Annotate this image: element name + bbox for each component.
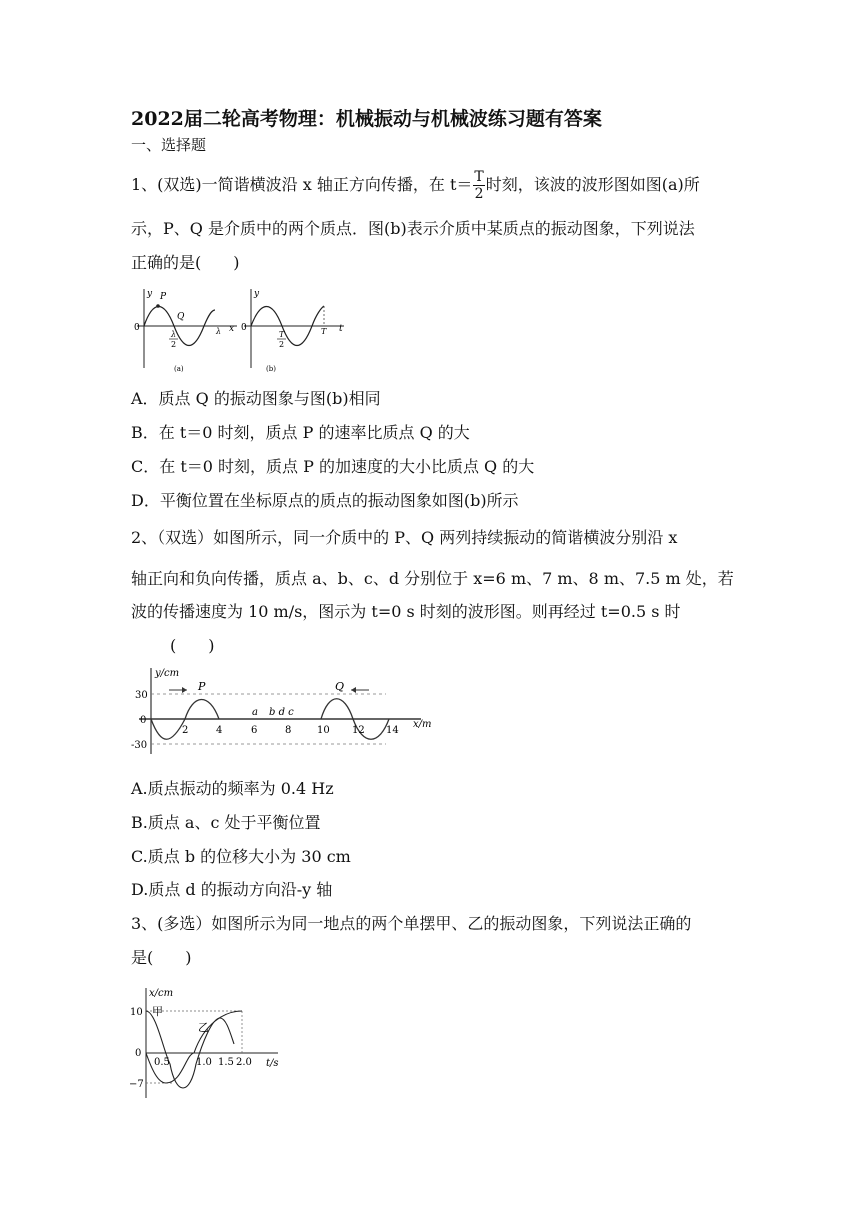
q3-jia-label: 甲	[152, 1005, 163, 1018]
q2-line-1: 2、（双选）如图所示，同一介质中的 P、Q 两列持续振动的简谐横波分别沿 x	[131, 528, 678, 547]
q1-line-3: 正确的是( )	[131, 253, 240, 272]
q3-x-ticks	[154, 1057, 252, 1068]
fig-b-y-label: y	[254, 289, 260, 299]
q2-option-b: B.质点 a、c 处于平衡位置	[131, 813, 321, 832]
q1-figure-b	[236, 286, 348, 376]
q2-x-ticks	[182, 725, 399, 736]
fig-b-t-label: t	[339, 324, 343, 334]
fig-a-half-num: λ	[171, 330, 177, 339]
q3-tick-1-0: 1.0	[196, 1057, 212, 1068]
q3-y-zero: 0	[135, 1048, 142, 1059]
q2-p-arrowhead	[182, 687, 187, 693]
fig-b-origin-label: 0	[241, 323, 247, 333]
q3-tick-1-5: 1.5	[218, 1057, 234, 1068]
q1-option-a: A．质点 Q 的振动图象与图(b)相同	[131, 389, 381, 408]
q2-y-top: 30	[135, 690, 148, 701]
q2-line-2: 轴正向和负向传播，质点 a、b、c、d 分别位于 x=6 m、7 m、8 m、7.5 m 处，若	[131, 569, 734, 588]
q1-figure-a	[131, 286, 241, 376]
fig-a-lambda-label: λ	[216, 327, 222, 336]
q2-tick-10: 10	[317, 725, 330, 736]
q2-option-d: D.质点 d 的振动方向沿-y 轴	[131, 880, 333, 899]
fig-a-point-p	[156, 304, 160, 308]
q2-y-zero: 0	[140, 715, 147, 726]
q2-tick-14: 14	[386, 725, 399, 736]
q3-x-label: t/s	[266, 1058, 279, 1069]
q3-tick-0-5: 0.5	[154, 1057, 170, 1068]
q2-tick-4: 4	[216, 725, 223, 736]
fig-b-half-num: T	[279, 330, 285, 339]
fig-a-caption: (a)	[174, 365, 184, 373]
q2-line-3: 波的传播速度为 10 m/s，图示为 t=0 s 时刻的波形图。则再经过 t=0.5 s 时	[131, 602, 681, 621]
q2-option-a: A.质点振动的频率为 0.4 Hz	[131, 779, 334, 798]
q2-points-bdc: b d c	[269, 707, 294, 718]
q2-y-label: y/cm	[155, 668, 180, 679]
q3-curve-jia	[146, 1011, 234, 1088]
q3-line-2: 是( )	[131, 948, 192, 967]
q2-figure	[131, 662, 436, 756]
q2-p-label: P	[198, 680, 206, 693]
fig-a-y-label: y	[147, 289, 153, 299]
fig-a-half-den: 2	[171, 340, 177, 349]
fig-b-half-den: 2	[279, 340, 285, 349]
q3-y-label: x/cm	[149, 988, 174, 999]
q2-option-c: C.质点 b 的位移大小为 30 cm	[131, 847, 351, 866]
q3-y-bottom: −7	[129, 1079, 144, 1090]
q2-y-bottom: -30	[131, 740, 148, 751]
q2-q-label: Q	[335, 680, 345, 693]
q2-tick-12: 12	[352, 725, 365, 736]
fig-a-origin-label: 0	[134, 323, 140, 333]
fig-a-p-label: P	[160, 292, 167, 302]
fig-a-q-label: Q	[177, 312, 185, 322]
q2-q-arrowhead	[351, 687, 356, 693]
q2-line-4: ( )	[170, 636, 215, 655]
q1-option-d: D．平衡位置在坐标原点的质点的振动图象如图(b)所示	[131, 491, 519, 510]
q1-option-b: B．在 t＝0 时刻，质点 P 的速率比质点 Q 的大	[131, 423, 470, 442]
q2-tick-6: 6	[251, 725, 258, 736]
page-title: 2022届二轮高考物理：机械振动与机械波练习题有答案	[131, 108, 602, 130]
q1-line-1-pre: 1、(双选)一简谐横波沿 x 轴正方向传播，在 t＝	[131, 175, 473, 194]
q2-x-label: x/m	[413, 719, 432, 730]
fig-b-caption: (b)	[266, 365, 276, 373]
q3-line-1: 3、(多选）如图所示为同一地点的两个单摆甲、乙的振动图象，下列说法正确的	[131, 914, 692, 933]
q2-tick-2: 2	[182, 725, 189, 736]
section-heading: 一、选择题	[131, 136, 207, 154]
q1-line-1-post: 时刻，该波的波形图如图(a)所	[485, 175, 700, 194]
q1-line-1	[131, 170, 700, 201]
q1-line-2: 示，P、Q 是介质中的两个质点．图(b)表示介质中某质点的振动图象，下列说法	[131, 219, 695, 238]
q1-fraction-numerator: T	[474, 169, 484, 185]
q3-yi-label: 乙	[198, 1021, 209, 1034]
q1-fraction	[473, 170, 484, 201]
q3-y-top: 10	[130, 1007, 143, 1018]
q2-point-a: a	[252, 707, 258, 718]
q3-figure	[126, 984, 286, 1100]
q1-option-c: C．在 t＝0 时刻，质点 P 的加速度的大小比质点 Q 的大	[131, 457, 535, 476]
fig-a-x-label: x	[229, 324, 235, 334]
q3-tick-2-0: 2.0	[236, 1057, 252, 1068]
fig-b-period-label: T	[321, 327, 327, 336]
q1-fraction-denominator: 2	[474, 186, 484, 202]
q2-tick-8: 8	[285, 725, 292, 736]
